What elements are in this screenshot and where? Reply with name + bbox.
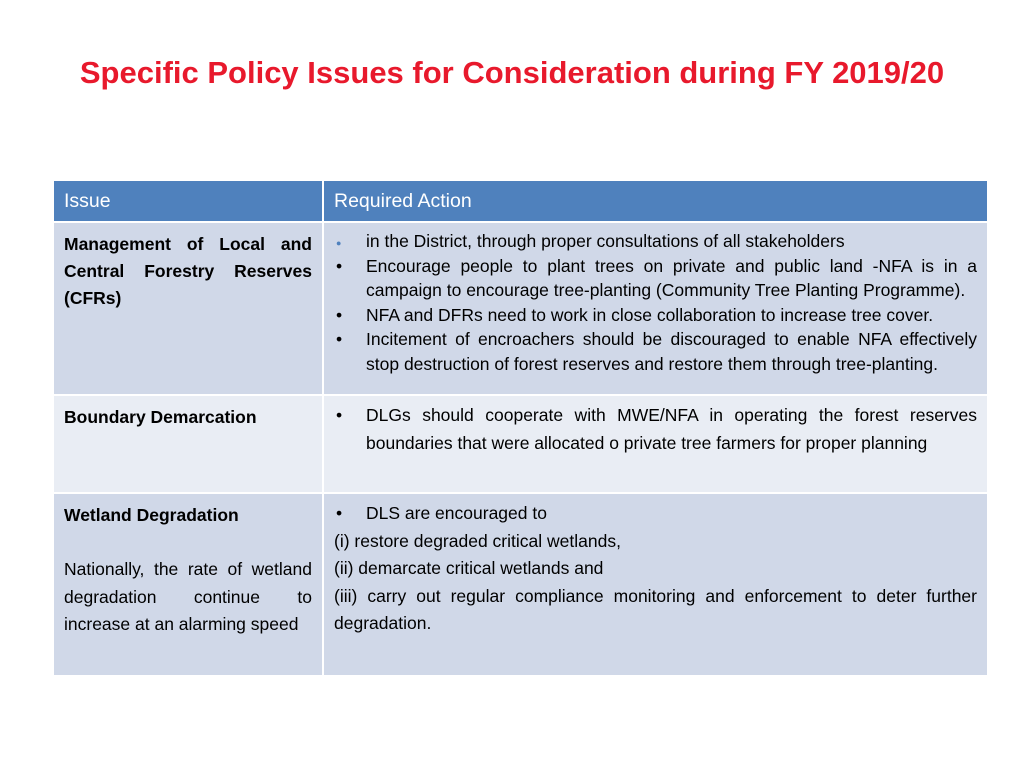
bullet-icon: • xyxy=(336,503,343,523)
action-text: Incitement of encroachers should be discouraged to enable NFA effectively stop destruction of forest reserves and restore them through tree-planting. xyxy=(366,329,977,374)
issue-note: Nationally, the rate of wetland degradation continue to increase at an alarming speed xyxy=(64,559,312,634)
action-list xyxy=(334,402,977,457)
action-line: (i) restore degraded critical wetlands, xyxy=(334,530,621,551)
list-item xyxy=(334,254,977,303)
bullet-icon: • xyxy=(336,405,343,425)
issue-cell xyxy=(53,222,323,395)
action-list xyxy=(334,229,977,376)
list-item xyxy=(334,303,977,328)
header-issue: Issue xyxy=(53,180,323,222)
table-row xyxy=(53,493,988,676)
action-text: DLGs should cooperate with MWE/NFA in operating the forest reserves boundaries that were allocated o private tree farmers for proper planning xyxy=(366,405,977,453)
action-line: (iii) carry out regular compliance monitoring and enforcement to deter further degradation. xyxy=(334,585,977,633)
action-list xyxy=(334,500,977,528)
issue-cell xyxy=(53,395,323,493)
bullet-icon: ● xyxy=(336,238,342,248)
issue-title: Boundary Demarcation xyxy=(64,407,257,427)
issue-title: Wetland Degradation xyxy=(64,505,239,525)
list-item xyxy=(334,402,977,457)
table-row xyxy=(53,222,988,395)
issue-cell xyxy=(53,493,323,676)
action-text: Encourage people to plant trees on private and public land -NFA is in a campaign to encourage tree-planting (Community Tree Planting Programme). xyxy=(366,255,977,300)
bullet-icon: • xyxy=(336,329,343,349)
policy-issues-table xyxy=(52,179,989,677)
list-item xyxy=(334,500,977,528)
action-text: NFA and DFRs need to work in close collaboration to increase tree cover. xyxy=(366,304,934,325)
list-item xyxy=(334,229,977,254)
issue-title: Management of Local and Central Forestry Reserves (CFRs) xyxy=(64,234,312,308)
action-text: in the District, through proper consultations of all stakeholders xyxy=(366,231,845,251)
action-cell xyxy=(323,395,988,493)
header-required-action: Required Action xyxy=(323,180,988,222)
action-line: (ii) demarcate critical wetlands and xyxy=(334,558,604,578)
table-row xyxy=(53,395,988,493)
bullet-icon: • xyxy=(336,304,343,325)
action-cell xyxy=(323,222,988,395)
action-text: DLS are encouraged to xyxy=(366,503,547,523)
slide-title: Specific Policy Issues for Consideration during FY 2019/20 xyxy=(79,55,945,90)
table-header-row xyxy=(53,180,988,222)
bullet-icon: • xyxy=(336,255,343,276)
action-cell xyxy=(323,493,988,676)
list-item xyxy=(334,327,977,376)
